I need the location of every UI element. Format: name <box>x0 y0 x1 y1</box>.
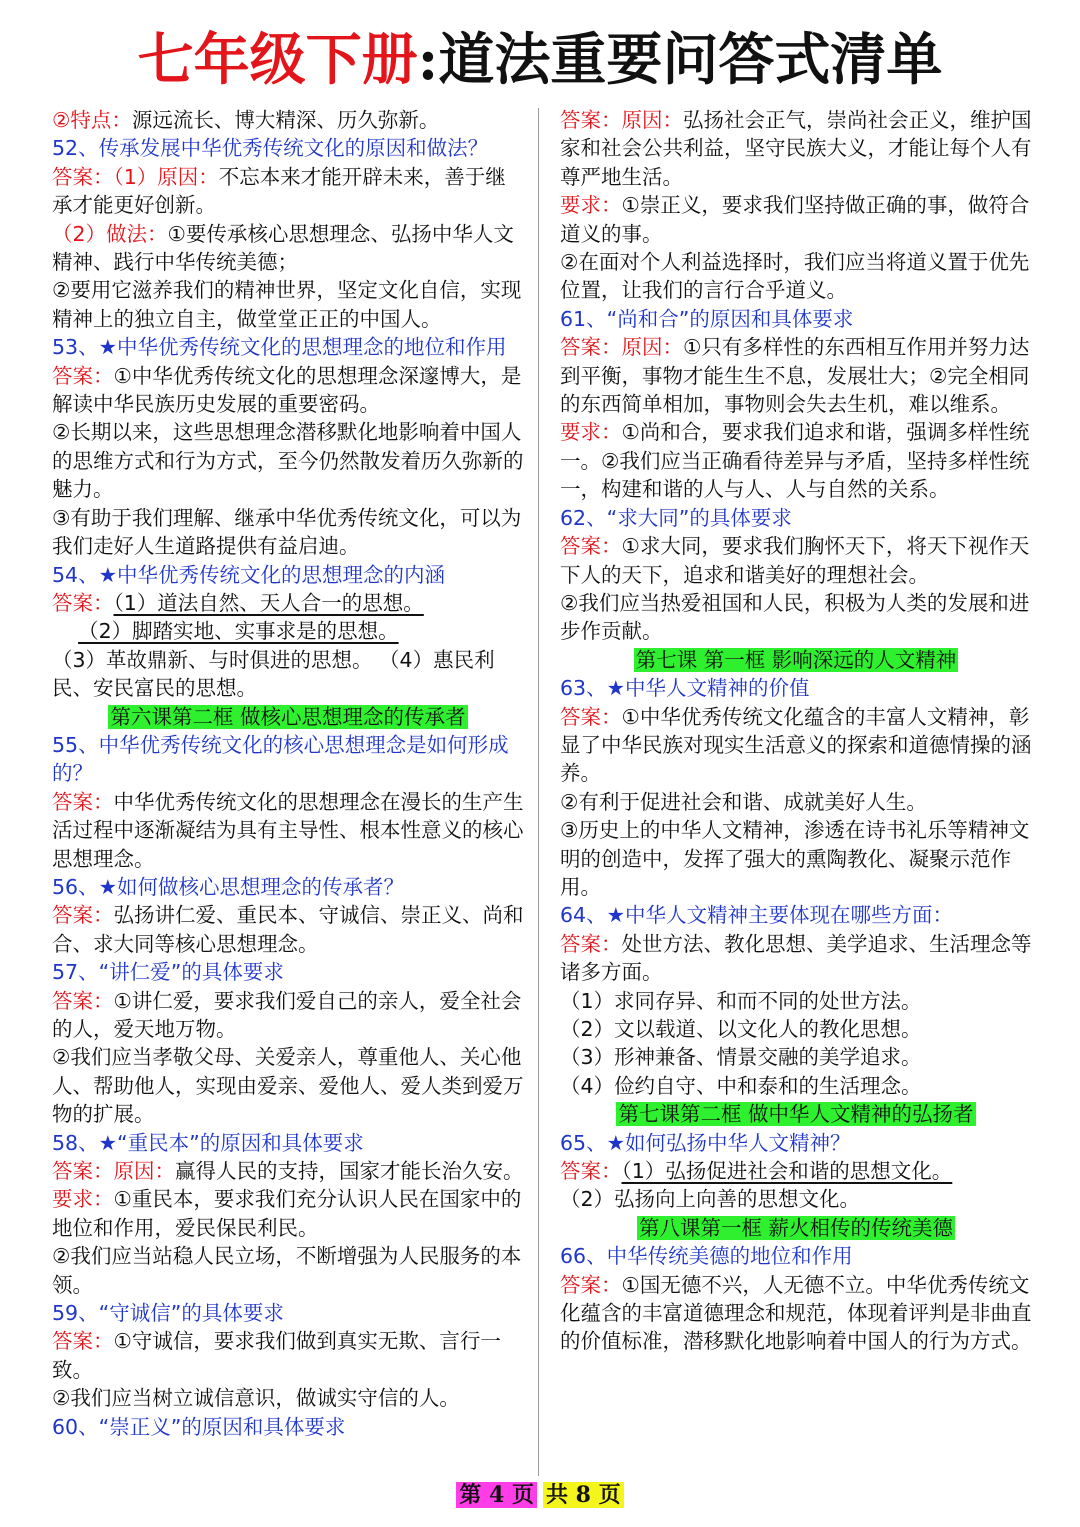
answer-text: 源远流长、博大精深、历久弥新。 <box>131 108 440 132</box>
answer-text: 中华优秀传统文化的思想理念在漫长的生产生活过程中逐渐凝结为具有主导性、根本性意义的核心思想理念。 <box>52 789 524 871</box>
right-column <box>560 106 1032 1356</box>
answer-paragraph <box>52 987 524 1044</box>
underlined-text: （1）道法自然、天人合一的思想。 <box>113 590 424 615</box>
page-number: 第 4 页 <box>456 1482 537 1508</box>
answer-text <box>52 619 78 643</box>
answer-label: 答案： <box>52 988 114 1013</box>
answer-paragraph <box>560 1271 1032 1356</box>
page-title <box>0 22 1080 98</box>
answer-text: ①崇正义，要求我们坚持做正确的事，做符合道义的事。 <box>560 193 1030 246</box>
answer-paragraph <box>52 362 524 419</box>
answer-text: ②长期以来，这些思想理念潜移默化地影响着中国人的思维方式和行为方式，至今仍然散发着历久弥新的魅力。 <box>52 420 524 502</box>
answer-label: 答案： <box>560 534 622 559</box>
answer-paragraph <box>52 163 524 220</box>
answer-paragraph <box>52 1185 524 1242</box>
answer-text: ①中华优秀传统文化的思想理念深邃博大，是解读中华民族历史发展的重要密码。 <box>52 363 522 417</box>
section-heading-label: 第六课第二框 做核心思想理念的传承者 <box>110 704 466 729</box>
answer-label: 答案：原因： <box>560 108 683 132</box>
answer-paragraph <box>52 1157 524 1185</box>
answer-text: 不忘本来才能开辟未来，善于继承才能更好创新。 <box>52 164 506 218</box>
answer-label: 答案：（1）原因： <box>52 164 219 189</box>
answer-text: ①国无德不兴，人无德不立。中华优秀传统文化蕴含的丰富道德理念和规范，体现着评判是非曲直的价值标准，潜移默化地影响着中国人的行为方式。 <box>560 1272 1032 1354</box>
underlined-text: （1）弘扬促进社会和谐的思想文化。 <box>621 1159 953 1184</box>
section-heading-label: 第七课 第一框 影响深远的人文精神 <box>635 647 957 672</box>
answer-paragraph <box>560 418 1032 503</box>
answer-text: （2）弘扬向上向善的思想文化。 <box>560 1187 861 1212</box>
answer-paragraph <box>52 106 524 134</box>
question-heading: 59、“守诚信”的具体要求 <box>52 1301 284 1326</box>
section-heading <box>560 1214 1032 1242</box>
section-heading-label: 第八课第一框 薪火相传的传统美德 <box>638 1215 953 1240</box>
answer-text: ③有助于我们理解、继承中华优秀传统文化，可以为我们走好人生道路提供有益启迪。 <box>52 505 522 559</box>
answer-text: 处世方法、教化思想、美学追求、生活理念等诸多方面。 <box>560 931 1032 985</box>
title-red-part: 七年级下册 <box>137 27 418 93</box>
answer-label: 答案： <box>52 363 114 388</box>
answer-text: ①尚和合，要求我们追求和谐，强调多样性统一。②我们应当正确看待差异与矛盾，坚持多样性统一，构建和谐的人与人、人与自然的关系。 <box>560 420 1030 502</box>
section-heading-label: 第七课第二框 做中华人文精神的弘扬者 <box>618 1102 974 1127</box>
answer-text: 赢得人民的支持，国家才能长治久安。 <box>175 1159 524 1184</box>
title-black-part: :道法重要问答式清单 <box>417 27 943 93</box>
answer-text: 弘扬社会正气，崇尚社会正义，维护国家和社会公共利益，坚守民族大义，才能让每个人有尊严地生活。 <box>560 108 1032 189</box>
answer-label: 答案： <box>52 1329 114 1354</box>
answer-text: ②我们应当站稳人民立场，不断增强为人民服务的本领。 <box>52 1244 522 1297</box>
answer-label: 要求： <box>560 193 622 218</box>
question-heading: 52、传承发展中华优秀传统文化的原因和做法？ <box>52 136 489 161</box>
question-heading: 65、★如何弘扬中华人文精神？ <box>560 1130 851 1155</box>
question-heading: 66、中华传统美德的地位和作用 <box>560 1244 853 1269</box>
answer-paragraph <box>52 617 524 645</box>
answer-label: 要求： <box>560 420 622 445</box>
answer-text: ①求大同，要求我们胸怀天下，将天下视作天下人的天下，追求和谐美好的理想社会。 <box>560 534 1030 587</box>
question-heading: 62、“求大同”的具体要求 <box>560 505 792 530</box>
question-heading: 57、“讲仁爱”的具体要求 <box>52 960 284 985</box>
answer-text: ①中华优秀传统文化蕴含的丰富人文精神，彰显了中华民族对现实生活意义的探索和道德情操的涵养。 <box>560 704 1032 786</box>
question-heading: 64、★中华人文精神主要体现在哪些方面： <box>560 903 953 928</box>
answer-paragraph <box>560 930 1032 987</box>
answer-label: 答案：原因： <box>52 1159 175 1184</box>
answer-label: 答案： <box>560 704 622 729</box>
answer-paragraph <box>560 703 1032 788</box>
answer-paragraph <box>52 788 524 873</box>
left-column <box>52 106 524 1441</box>
question-heading: 54、★中华优秀传统文化的思想理念的内涵 <box>52 562 445 587</box>
answer-text: ①讲仁爱，要求我们爱自己的亲人，爱全社会的人，爱天地万物。 <box>52 988 522 1041</box>
answer-text: ②要用它滋养我们的精神世界，坚定文化自信，实现精神上的独立自主，做堂堂正正的中国人。 <box>52 278 522 331</box>
answer-text: （3）形神兼备、情景交融的美学追求。 <box>560 1045 922 1070</box>
answer-paragraph <box>52 589 524 617</box>
answer-paragraph <box>52 901 524 958</box>
answer-paragraph <box>52 220 524 277</box>
answer-text: ②有利于促进社会和谐、成就美好人生。 <box>560 789 927 814</box>
underlined-text: （2）脚踏实地、实事求是的思想。 <box>78 619 399 644</box>
answer-label: 答案： <box>560 1272 622 1297</box>
question-heading: 63、★中华人文精神的价值 <box>560 676 810 701</box>
answer-text: ②我们应当热爱祖国和人民，积极为人类的发展和进步作贡献。 <box>560 590 1030 644</box>
answer-text: （1）求同存异、和而不同的处世方法。 <box>560 988 922 1013</box>
answer-text: （2）文以载道、以文化人的教化思想。 <box>560 1017 922 1041</box>
question-heading: 60、“崇正义”的原因和具体要求 <box>52 1414 346 1439</box>
answer-text: ①守诚信，要求我们做到真实无欺、言行一致。 <box>52 1329 501 1382</box>
section-heading <box>560 646 1032 674</box>
answer-label: 答案： <box>52 789 114 814</box>
answer-label: 答案： <box>560 931 622 956</box>
answer-label: （2）做法： <box>52 221 168 246</box>
question-heading: 55、中华优秀传统文化的核心思想理念是如何形成的？ <box>52 732 509 786</box>
answer-label: 答案： <box>52 590 114 615</box>
answer-text: ②在面对个人利益选择时，我们应当将道义置于优先位置，让我们的言行合乎道义。 <box>560 250 1030 303</box>
answer-text: ①要传承核心思想理念、弘扬中华人文精神、践行中华传统美德； <box>52 221 514 275</box>
answer-label: 答案： <box>560 1159 622 1184</box>
answer-text: ①重民本，要求我们充分认识人民在国家中的地位和作用，爱民保民利民。 <box>52 1187 522 1240</box>
question-heading: 56、★如何做核心思想理念的传承者？ <box>52 874 404 899</box>
answer-text: 弘扬讲仁爱、重民本、守诚信、崇正义、尚和合、求大同等核心思想理念。 <box>52 903 524 956</box>
answer-paragraph <box>560 191 1032 248</box>
answer-text: （4）俭约自守、中和泰和的生活理念。 <box>560 1073 922 1098</box>
answer-text: ①只有多样性的东西相互作用并努力达到平衡，事物才能生生不息，发展壮大；②完全相同的东西简单相加，事物则会失去生机，难以维系。 <box>560 335 1030 417</box>
answer-paragraph <box>52 1327 524 1384</box>
question-heading: 61、“尚和合”的原因和具体要求 <box>560 306 854 331</box>
answer-label: 答案：原因： <box>560 335 683 360</box>
column-divider <box>538 108 539 1476</box>
answer-text: ②我们应当树立诚信意识，做诚实守信的人。 <box>52 1386 460 1411</box>
page-total: 共 8 页 <box>543 1482 624 1508</box>
answer-label: ②特点： <box>52 108 132 132</box>
question-heading: 53、★中华优秀传统文化的思想理念的地位和作用 <box>52 335 507 360</box>
answer-text: ③历史上的中华人文精神，渗透在诗书礼乐等精神文明的创造中，发挥了强大的熏陶教化、凝聚示范作用。 <box>560 818 1030 899</box>
page-footer <box>0 1480 1080 1510</box>
question-heading: 58、★“重民本”的原因和具体要求 <box>52 1130 364 1155</box>
answer-paragraph <box>560 106 1032 191</box>
answer-label: 答案： <box>52 903 114 928</box>
section-heading <box>52 703 524 731</box>
answer-paragraph <box>560 532 1032 589</box>
answer-paragraph <box>560 333 1032 418</box>
answer-text: （3）革故鼎新、与时俱进的思想。 （4）惠民利民、安民富民的思想。 <box>52 647 495 701</box>
answer-paragraph <box>560 1157 1032 1185</box>
answer-label: 要求： <box>52 1187 114 1212</box>
section-heading <box>560 1100 1032 1128</box>
answer-text: ②我们应当孝敬父母、关爱亲人，尊重他人、关心他人、帮助他人，实现由爱亲、爱他人、爱人类到爱万物的扩展。 <box>52 1045 524 1127</box>
